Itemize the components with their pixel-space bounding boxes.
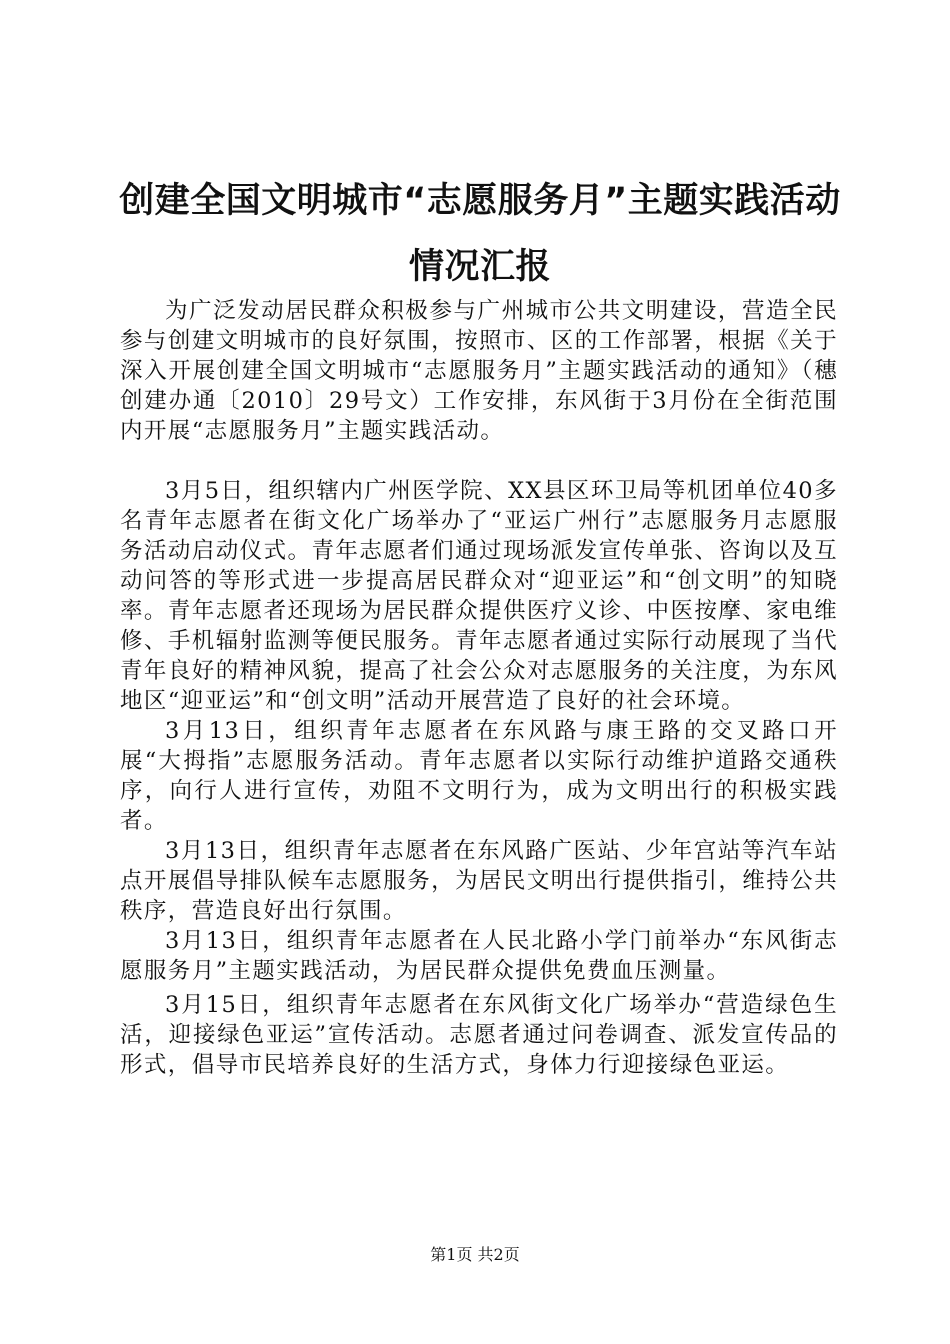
paragraph-march-13-bus-stop: 3月13日，组织青年志愿者在东风路广医站、少年宫站等汽车站点开展倡导排队候车志愿服务，为居民文明出行提供指引，维持公共秩序，营造良好出行氛围。 xyxy=(120,838,838,924)
paragraph-intro: 为广泛发动居民群众积极参与广州城市公共文明建设，营造全民参与创建文明城市的良好氛围，按照市、区的工作部署，根据《关于深入开展创建全国文明城市“志愿服务月”主题实践活动的通知》（穗创建办通〔2010〕29号文）工作安排，东风街于3月份在全街范围内开展“志愿服务月”主题实践活动。 xyxy=(120,298,838,444)
page-number-footer: 第1页 共2页 xyxy=(430,1245,520,1264)
document-title: 创建全国文明城市“志愿服务月”主题实践活动情况汇报 xyxy=(119,181,841,287)
paragraph-spacer xyxy=(120,446,838,476)
document-body xyxy=(120,296,838,1080)
paragraph-march-5: 3月5日，组织辖内广州医学院、XX县区环卫局等机团单位40多名青年志愿者在街文化广场举办了“亚运广州行”志愿服务月志愿服务活动启动仪式。青年志愿者们通过现场派发宣传单张、咨询以及互动问答的等形式进一步提高居民群众对“迎亚运”和“创文明”的知晓率。青年志愿者还现场为居民群众提供医疗义诊、中医按摩、家电维修、手机辐射监测等便民服务。青年志愿者通过实际行动展现了当代青年良好的精神风貌，提高了社会公众对志愿服务的关注度，为东风地区“迎亚运”和“创文明”活动开展营造了良好的社会环境。 xyxy=(120,478,838,714)
paragraph-march-13-school: 3月13日，组织青年志愿者在人民北路小学门前举办“东风街志愿服务月”主题实践活动，为居民群众提供免费血压测量。 xyxy=(120,928,838,984)
paragraph-march-13-thumb: 3月13日，组织青年志愿者在东风路与康王路的交叉路口开展“大拇指”志愿服务活动。青年志愿者以实际行动维护道路交通秩序，向行人进行宣传，劝阻不文明行为，成为文明出行的积极实践者。 xyxy=(120,718,838,834)
paragraph-march-15: 3月15日，组织青年志愿者在东风街文化广场举办“营造绿色生活，迎接绿色亚运”宣传活动。志愿者通过问卷调查、派发宣传品的形式，倡导市民培养良好的生活方式，身体力行迎接绿色亚运。 xyxy=(120,992,838,1078)
